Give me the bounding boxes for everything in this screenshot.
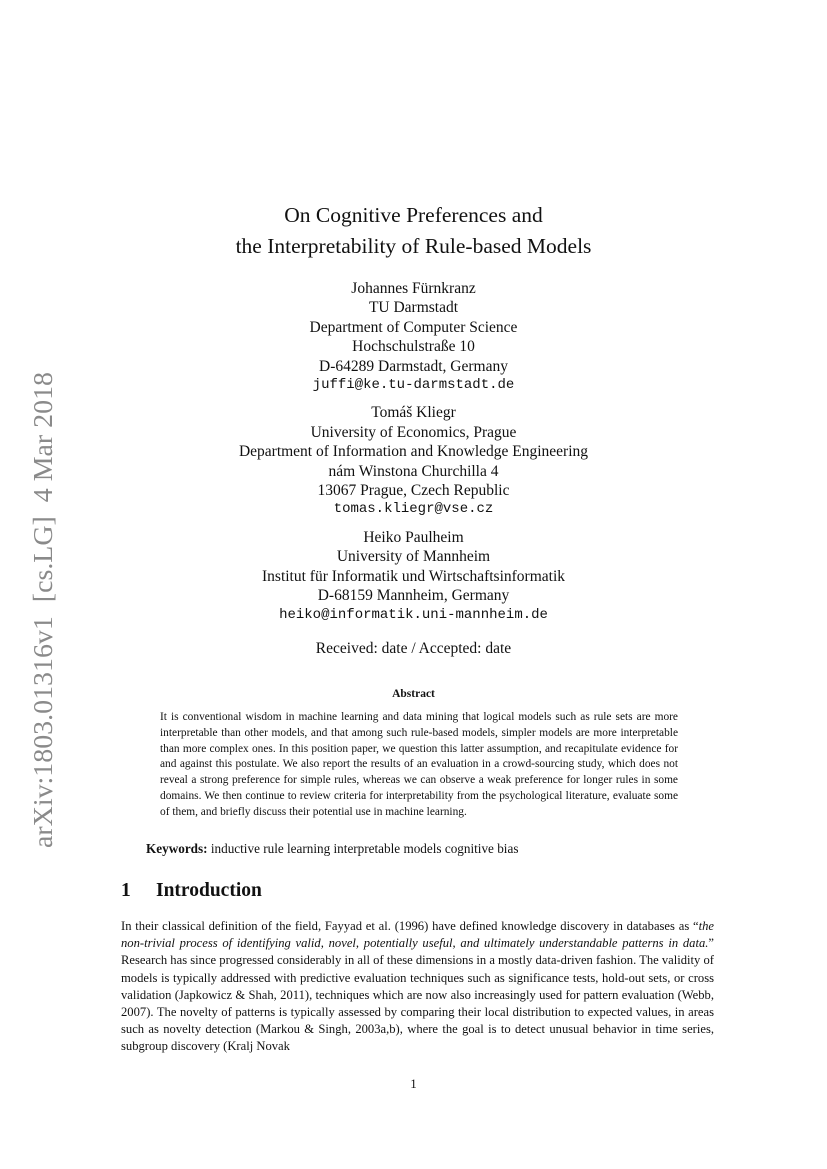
- page-number: 1: [410, 1076, 417, 1091]
- title-line-2: the Interpretability of Rule-based Models: [235, 234, 592, 258]
- intro-quote: the non-trivial process of identifying valid, novel, potentially useful, and ultimately understandable patterns in data.: [121, 919, 714, 951]
- section-heading: [121, 880, 262, 902]
- affiliation-line: nám Winstona Churchilla 4: [328, 462, 499, 480]
- author-block: [0, 279, 827, 395]
- affiliation-line: Department of Information and Knowledge Engineering: [238, 443, 589, 461]
- arxiv-stamp-text: arXiv:1803.01316v1 [cs.LG] 4 Mar 2018: [27, 379, 58, 848]
- intro-text-part1: In their classical definition of the field, Fayyad et al. (1996) have defined knowledge discovery in databases as “: [121, 919, 699, 933]
- affiliation-line: D-64289 Darmstadt, Germany: [319, 357, 508, 375]
- affiliation-line: 13067 Prague, Czech Republic: [317, 482, 510, 500]
- abstract-heading: Abstract: [392, 688, 435, 700]
- title-line-1: On Cognitive Preferences and: [284, 203, 543, 227]
- author-block: [0, 403, 827, 519]
- keywords-line: [146, 841, 518, 857]
- abstract-body: It is conventional wisdom in machine learning and data mining that logical models such as rule sets are more interpretable than other models, and that among such rule-based models, simpler models are more interpretable than more complex ones. In this position paper, we question this latter assumption, and recapitulate evidence for and against this postulate. We also report the results of an evaluation in a crowd-sourcing study, which does not reveal a strong preference for simple rules, whereas we can observe a weak preference for longer rules in some domains. We then continue to review criteria for interpretability from the psychological literature, evaluate some of them, and briefly discuss their potential use in machine learning.: [160, 711, 678, 818]
- author-name: Johannes Fürnkranz: [351, 280, 476, 297]
- section-number: 1: [121, 880, 131, 901]
- keywords-label: Keywords:: [146, 841, 208, 856]
- intro-text-part2: ” Research has since progressed considerably in all of these dimensions in a mostly data-driven fashion. The validity of models is typically addressed with predictive evaluation techniques such as significance tests, hold-out sets, or cross validation (Japkowicz & Shah, 2011), techniques which are now also increasingly used for pattern evaluation (Webb, 2007). The novelty of patterns is typically assessed by comparing their local distribution to expected values, in areas such as novelty detection (Markou & Singh, 2003a,b), where the goal is to detect unusual behavior in time series, subgroup discovery (Kralj Novak: [121, 936, 714, 1054]
- author-name: Tomáš Kliegr: [371, 404, 456, 422]
- introduction-paragraph: [121, 918, 714, 1056]
- author-list: [0, 279, 827, 659]
- author-block: [0, 528, 827, 625]
- author-email[interactable]: heiko@informatik.uni-mannheim.de: [279, 606, 548, 623]
- author-email[interactable]: juffi@ke.tu-darmstadt.de: [312, 377, 515, 394]
- section-title: Introduction: [156, 880, 262, 901]
- affiliation-line: Hochschulstraße 10: [352, 338, 475, 356]
- paper-title: [0, 200, 827, 262]
- author-email[interactable]: tomas.kliegr@vse.cz: [333, 501, 494, 518]
- affiliation-line: University of Mannheim: [336, 548, 491, 566]
- affiliation-line: University of Economics, Prague: [310, 423, 517, 441]
- received-accepted-dates: Received: date / Accepted: date: [315, 639, 512, 657]
- affiliation-line: Department of Computer Science: [309, 318, 518, 336]
- affiliation-line: TU Darmstadt: [368, 299, 459, 317]
- author-name: Heiko Paulheim: [363, 528, 464, 546]
- affiliation-line: D-68159 Mannheim, Germany: [317, 587, 510, 605]
- keywords-text: inductive rule learning interpretable models cognitive bias: [210, 841, 519, 856]
- affiliation-line: Institut für Informatik und Wirtschaftsinformatik: [262, 567, 565, 585]
